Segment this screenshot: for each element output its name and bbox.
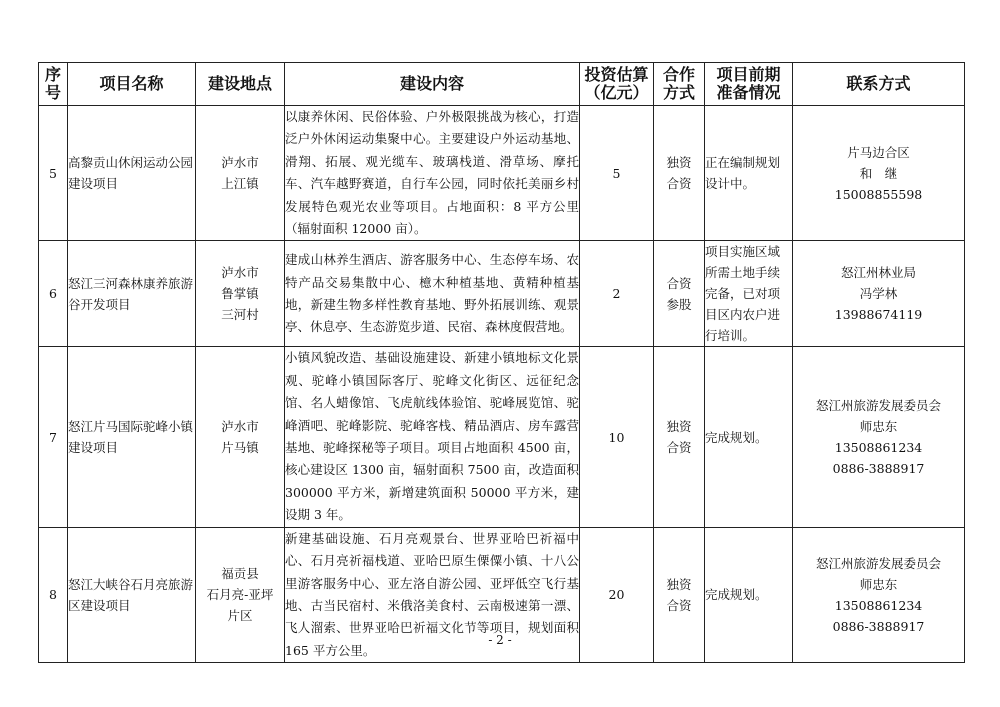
seq-cell: 8 [39, 527, 68, 662]
header-name: 项目名称 [68, 63, 196, 106]
content-cell: 小镇风貌改造、基础设施建设、新建小镇地标文化景观、驼峰小镇国际客厅、驼峰文化街区、远征纪念馆、名人蜡像馆、飞虎航线体验馆、驼峰展览馆、驼峰酒吧、驼峰影院、驼峰客栈、精品酒店、房车露营基地、驼峰探秘等子项目。项目占地面积 4500 亩，核心建设区 1300 亩，辐射面积 7500 亩，改造面积 300000 平方米，新增建筑面积 50000 平方米，建设期 3 年。 [285, 347, 580, 527]
seq-cell: 6 [39, 241, 68, 347]
header-row [39, 63, 965, 106]
project-name-cell: 怒江大峡谷石月亮旅游区建设项目 [68, 527, 196, 662]
content-cell: 以康养休闲、民俗体验、户外极限挑战为核心，打造泛户外休闲运动集聚中心。主要建设户外运动基地、滑翔、拓展、观光缆车、玻璃栈道、滑草场、摩托车、汽车越野赛道，自行车公园，同时依托美丽乡村发展特色观光农业等项目。占地面积：8 平方公里（辐射面积 12000 亩）。 [285, 106, 580, 241]
contact-cell: 怒江州林业局 冯学林 13988674119 [793, 241, 965, 347]
seq-cell: 7 [39, 347, 68, 527]
investment-cell: 10 [580, 347, 654, 527]
location-cell: 泸水市 鲁掌镇 三河村 [196, 241, 285, 347]
contact-cell: 怒江州旅游发展委员会 师忠东 13508861234 0886-3888917 [793, 347, 965, 527]
cooperation-cell: 独资 合资 [654, 106, 705, 241]
header-investment: 投资估算 （亿元） [580, 63, 654, 106]
preparation-cell: 项目实施区域所需土地手续完备，已对项目区内农户进行培训。 [705, 241, 793, 347]
header-location: 建设地点 [196, 63, 285, 106]
content-cell: 建成山林养生酒店、游客服务中心、生态停车场、农特产品交易集散中心、檍木种植基地、黄精种植基地，新建生物多样性教育基地、野外拓展训练、观景亭、休息亭、生态游览步道、民宿、森林度假营地。 [285, 241, 580, 347]
header-preparation: 项目前期 准备情况 [705, 63, 793, 106]
investment-cell: 20 [580, 527, 654, 662]
contact-cell: 怒江州旅游发展委员会 师忠东 13508861234 0886-3888917 [793, 527, 965, 662]
location-cell: 泸水市 片马镇 [196, 347, 285, 527]
preparation-cell: 完成规划。 [705, 527, 793, 662]
page-number: - 2 - [488, 633, 512, 647]
table-row [39, 241, 965, 347]
cooperation-cell: 独资 合资 [654, 527, 705, 662]
location-cell: 福贡县 石月亮-亚坪 片区 [196, 527, 285, 662]
header-cooperation: 合作 方式 [654, 63, 705, 106]
investment-cell: 2 [580, 241, 654, 347]
table-row [39, 347, 965, 527]
contact-cell: 片马边合区 和 继 15008855598 [793, 106, 965, 241]
header-content: 建设内容 [285, 63, 580, 106]
project-table [38, 62, 965, 663]
cooperation-cell: 独资 合资 [654, 347, 705, 527]
preparation-cell: 正在编制规划设计中。 [705, 106, 793, 241]
investment-cell: 5 [580, 106, 654, 241]
cooperation-cell: 合资 参股 [654, 241, 705, 347]
project-name-cell: 怒江片马国际驼峰小镇建设项目 [68, 347, 196, 527]
preparation-cell: 完成规划。 [705, 347, 793, 527]
project-name-cell: 怒江三河森林康养旅游谷开发项目 [68, 241, 196, 347]
seq-cell: 5 [39, 106, 68, 241]
location-cell: 泸水市 上江镇 [196, 106, 285, 241]
table-row [39, 106, 965, 241]
header-seq: 序 号 [39, 63, 68, 106]
project-name-cell: 高黎贡山休闲运动公园建设项目 [68, 106, 196, 241]
content-cell: 新建基础设施、石月亮观景台、世界亚哈巴祈福中心、石月亮祈福栈道、亚哈巴原生傈僳小镇、十八公里游客服务中心、亚左洛自游公园、亚坪低空飞行基地、古当民宿村、米俄洛美食村、云南极速第一漂、飞人溜索、世界亚哈巴祈福文化节等项目，规划面积 165 平方公里。 [285, 527, 580, 662]
header-contact: 联系方式 [793, 63, 965, 106]
